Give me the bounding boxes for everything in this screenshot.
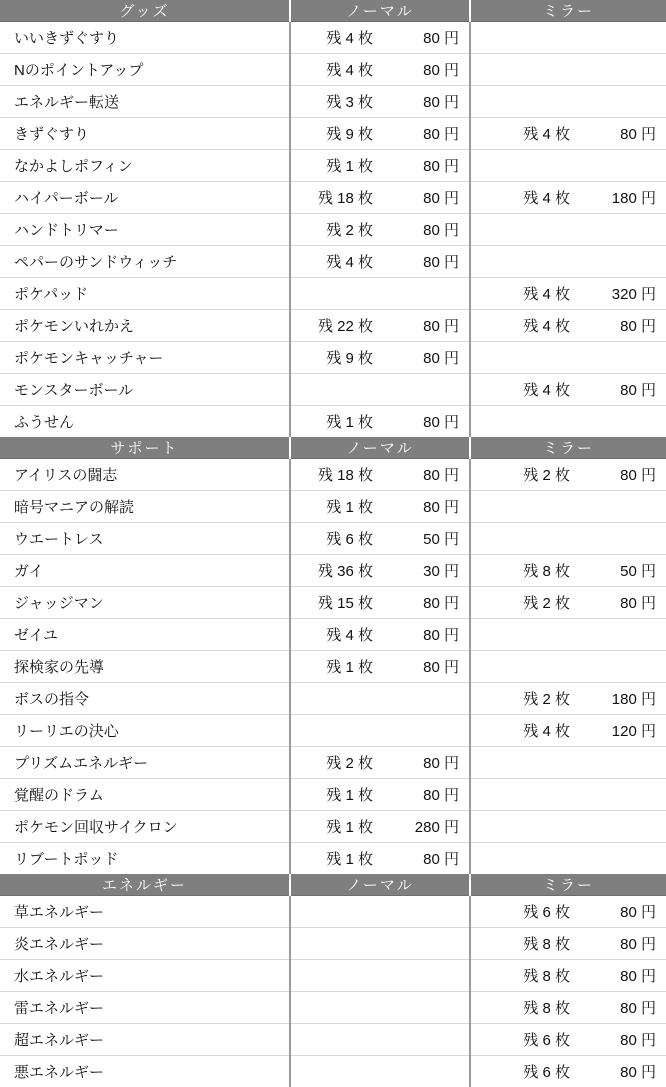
normal-stock-cell: [290, 843, 470, 875]
mirror-stock-cell: [470, 587, 666, 619]
normal-price: 80 円: [373, 123, 459, 144]
table-row: [0, 555, 666, 587]
card-name: ポケモンいれかえ: [0, 310, 290, 342]
mirror-stock-cell: [470, 992, 666, 1024]
normal-stock-cell: [290, 118, 470, 150]
mirror-quantity: 残 6 枚: [523, 901, 570, 922]
table-row: [0, 246, 666, 278]
normal-stock-cell: [290, 811, 470, 843]
normal-price: 80 円: [373, 411, 459, 432]
normal-stock-cell: [290, 747, 470, 779]
section-mirror-header: ミラー: [470, 0, 666, 22]
card-name: 超エネルギー: [0, 1024, 290, 1056]
normal-quantity: 残 1 枚: [326, 848, 373, 869]
mirror-stock-cell: [470, 459, 666, 491]
mirror-stock-cell: [470, 1024, 666, 1056]
normal-stock-cell: [290, 54, 470, 86]
normal-quantity: 残 1 枚: [326, 784, 373, 805]
section-header-row: [0, 437, 666, 459]
table-row: [0, 523, 666, 555]
card-name: エネルギー転送: [0, 86, 290, 118]
mirror-quantity: 残 6 枚: [523, 1029, 570, 1050]
normal-stock-cell: [290, 374, 470, 406]
normal-stock-cell: [290, 555, 470, 587]
normal-stock-cell: [290, 1056, 470, 1087]
mirror-stock-cell: [470, 715, 666, 747]
table-row: [0, 619, 666, 651]
normal-price: 80 円: [373, 347, 459, 368]
card-name: ゼイユ: [0, 619, 290, 651]
table-row: [0, 22, 666, 54]
normal-price: 80 円: [373, 59, 459, 80]
card-name: ウエートレス: [0, 523, 290, 555]
mirror-price: 320 円: [570, 283, 656, 304]
normal-price: 80 円: [373, 784, 459, 805]
mirror-stock-cell: [470, 150, 666, 182]
card-name: ボスの指令: [0, 683, 290, 715]
mirror-stock-cell: [470, 843, 666, 875]
card-name: リブートポッド: [0, 843, 290, 875]
normal-stock-cell: [290, 491, 470, 523]
normal-price: 280 円: [373, 816, 459, 837]
normal-price: 80 円: [373, 624, 459, 645]
normal-price: 80 円: [373, 592, 459, 613]
mirror-stock-cell: [470, 86, 666, 118]
normal-price: 80 円: [373, 91, 459, 112]
normal-stock-cell: [290, 214, 470, 246]
normal-quantity: 残 9 枚: [326, 347, 373, 368]
normal-stock-cell: [290, 523, 470, 555]
table-row: [0, 960, 666, 992]
section-normal-header: ノーマル: [290, 874, 470, 896]
mirror-price: 80 円: [570, 315, 656, 336]
table-row: [0, 896, 666, 928]
normal-price: 80 円: [373, 155, 459, 176]
mirror-stock-cell: [470, 246, 666, 278]
card-name: きずぐすり: [0, 118, 290, 150]
normal-quantity: 残 4 枚: [326, 59, 373, 80]
normal-stock-cell: [290, 342, 470, 374]
normal-quantity: 残 36 枚: [318, 560, 373, 581]
normal-stock-cell: [290, 715, 470, 747]
table-row: [0, 715, 666, 747]
card-name: なかよしポフィン: [0, 150, 290, 182]
mirror-price: 80 円: [570, 901, 656, 922]
mirror-stock-cell: [470, 342, 666, 374]
section-title: グッズ: [0, 0, 290, 22]
normal-price: 50 円: [373, 528, 459, 549]
card-name: ふうせん: [0, 406, 290, 438]
normal-stock-cell: [290, 406, 470, 438]
section-title: サポート: [0, 437, 290, 459]
card-name: 炎エネルギー: [0, 928, 290, 960]
card-name: ポケパッド: [0, 278, 290, 310]
mirror-quantity: 残 4 枚: [523, 283, 570, 304]
mirror-quantity: 残 4 枚: [523, 315, 570, 336]
section-mirror-header: ミラー: [470, 874, 666, 896]
card-name: 探検家の先導: [0, 651, 290, 683]
card-name: アイリスの闘志: [0, 459, 290, 491]
table-row: [0, 118, 666, 150]
mirror-quantity: 残 6 枚: [523, 1061, 570, 1082]
normal-stock-cell: [290, 928, 470, 960]
mirror-price: 80 円: [570, 123, 656, 144]
normal-quantity: 残 1 枚: [326, 816, 373, 837]
table-row: [0, 651, 666, 683]
table-row: [0, 86, 666, 118]
normal-stock-cell: [290, 278, 470, 310]
card-name: 覚醒のドラム: [0, 779, 290, 811]
normal-quantity: 残 1 枚: [326, 411, 373, 432]
card-name: プリズムエネルギー: [0, 747, 290, 779]
mirror-quantity: 残 4 枚: [523, 187, 570, 208]
normal-stock-cell: [290, 459, 470, 491]
table-row: [0, 811, 666, 843]
normal-stock-cell: [290, 182, 470, 214]
mirror-quantity: 残 8 枚: [523, 560, 570, 581]
table-row: [0, 214, 666, 246]
mirror-stock-cell: [470, 278, 666, 310]
card-name: Nのポイントアップ: [0, 54, 290, 86]
table-row: [0, 459, 666, 491]
card-name: 草エネルギー: [0, 896, 290, 928]
mirror-price: 50 円: [570, 560, 656, 581]
card-name: 悪エネルギー: [0, 1056, 290, 1087]
table-row: [0, 928, 666, 960]
section-normal-header: ノーマル: [290, 0, 470, 22]
card-name: 雷エネルギー: [0, 992, 290, 1024]
mirror-stock-cell: [470, 811, 666, 843]
normal-stock-cell: [290, 779, 470, 811]
normal-quantity: 残 9 枚: [326, 123, 373, 144]
card-name: モンスターボール: [0, 374, 290, 406]
table-row: [0, 1056, 666, 1087]
mirror-price: 120 円: [570, 720, 656, 741]
mirror-stock-cell: [470, 310, 666, 342]
mirror-price: 80 円: [570, 1029, 656, 1050]
table-row: [0, 310, 666, 342]
normal-stock-cell: [290, 310, 470, 342]
normal-stock-cell: [290, 22, 470, 54]
mirror-stock-cell: [470, 960, 666, 992]
card-name: 水エネルギー: [0, 960, 290, 992]
normal-quantity: 残 2 枚: [326, 219, 373, 240]
mirror-stock-cell: [470, 54, 666, 86]
mirror-quantity: 残 2 枚: [523, 592, 570, 613]
section-header-row: [0, 874, 666, 896]
normal-stock-cell: [290, 587, 470, 619]
normal-stock-cell: [290, 150, 470, 182]
normal-stock-cell: [290, 86, 470, 118]
table-row: [0, 843, 666, 875]
card-name: ポケモンキャッチャー: [0, 342, 290, 374]
table-row: [0, 992, 666, 1024]
mirror-price: 80 円: [570, 965, 656, 986]
table-row: [0, 54, 666, 86]
table-row: [0, 150, 666, 182]
normal-price: 80 円: [373, 251, 459, 272]
mirror-stock-cell: [470, 747, 666, 779]
table-row: [0, 747, 666, 779]
mirror-stock-cell: [470, 896, 666, 928]
mirror-stock-cell: [470, 683, 666, 715]
mirror-price: 80 円: [570, 933, 656, 954]
normal-price: 80 円: [373, 187, 459, 208]
mirror-stock-cell: [470, 523, 666, 555]
card-name: ジャッジマン: [0, 587, 290, 619]
normal-stock-cell: [290, 619, 470, 651]
normal-price: 80 円: [373, 219, 459, 240]
normal-stock-cell: [290, 683, 470, 715]
normal-quantity: 残 18 枚: [318, 464, 373, 485]
mirror-price: 80 円: [570, 997, 656, 1018]
mirror-quantity: 残 8 枚: [523, 997, 570, 1018]
normal-quantity: 残 4 枚: [326, 251, 373, 272]
mirror-quantity: 残 2 枚: [523, 688, 570, 709]
mirror-quantity: 残 2 枚: [523, 464, 570, 485]
mirror-stock-cell: [470, 619, 666, 651]
mirror-quantity: 残 4 枚: [523, 123, 570, 144]
mirror-stock-cell: [470, 1056, 666, 1087]
section-normal-header: ノーマル: [290, 437, 470, 459]
card-name: 暗号マニアの解読: [0, 491, 290, 523]
normal-quantity: 残 18 枚: [318, 187, 373, 208]
normal-stock-cell: [290, 992, 470, 1024]
card-name: ハンドトリマー: [0, 214, 290, 246]
table-row: [0, 587, 666, 619]
normal-stock-cell: [290, 960, 470, 992]
table-row: [0, 779, 666, 811]
normal-quantity: 残 1 枚: [326, 656, 373, 677]
mirror-stock-cell: [470, 214, 666, 246]
mirror-stock-cell: [470, 374, 666, 406]
mirror-stock-cell: [470, 182, 666, 214]
mirror-stock-cell: [470, 779, 666, 811]
mirror-price: 80 円: [570, 464, 656, 485]
mirror-quantity: 残 4 枚: [523, 720, 570, 741]
section-title: エネルギー: [0, 874, 290, 896]
normal-stock-cell: [290, 896, 470, 928]
normal-quantity: 残 4 枚: [326, 624, 373, 645]
table-row: [0, 278, 666, 310]
normal-quantity: 残 15 枚: [318, 592, 373, 613]
normal-quantity: 残 1 枚: [326, 155, 373, 176]
table-row: [0, 406, 666, 438]
mirror-price: 180 円: [570, 187, 656, 208]
normal-quantity: 残 22 枚: [318, 315, 373, 336]
card-name: リーリエの決心: [0, 715, 290, 747]
mirror-quantity: 残 8 枚: [523, 933, 570, 954]
normal-stock-cell: [290, 651, 470, 683]
normal-price: 80 円: [373, 656, 459, 677]
normal-price: 80 円: [373, 27, 459, 48]
mirror-stock-cell: [470, 555, 666, 587]
mirror-quantity: 残 8 枚: [523, 965, 570, 986]
normal-quantity: 残 3 枚: [326, 91, 373, 112]
mirror-price: 80 円: [570, 1061, 656, 1082]
mirror-quantity: 残 4 枚: [523, 379, 570, 400]
card-name: ハイパーボール: [0, 182, 290, 214]
normal-stock-cell: [290, 1024, 470, 1056]
table-row: [0, 374, 666, 406]
normal-quantity: 残 4 枚: [326, 27, 373, 48]
normal-price: 30 円: [373, 560, 459, 581]
card-name: ガイ: [0, 555, 290, 587]
table-row: [0, 342, 666, 374]
normal-price: 80 円: [373, 496, 459, 517]
section-header-row: [0, 0, 666, 22]
table-row: [0, 491, 666, 523]
mirror-stock-cell: [470, 118, 666, 150]
table-row: [0, 1024, 666, 1056]
mirror-stock-cell: [470, 651, 666, 683]
normal-quantity: 残 1 枚: [326, 496, 373, 517]
card-name: ペパーのサンドウィッチ: [0, 246, 290, 278]
mirror-stock-cell: [470, 406, 666, 438]
table-row: [0, 182, 666, 214]
card-name: ポケモン回収サイクロン: [0, 811, 290, 843]
mirror-price: 180 円: [570, 688, 656, 709]
mirror-stock-cell: [470, 928, 666, 960]
mirror-stock-cell: [470, 491, 666, 523]
mirror-stock-cell: [470, 22, 666, 54]
normal-stock-cell: [290, 246, 470, 278]
normal-price: 80 円: [373, 315, 459, 336]
normal-quantity: 残 6 枚: [326, 528, 373, 549]
normal-price: 80 円: [373, 464, 459, 485]
normal-price: 80 円: [373, 848, 459, 869]
normal-price: 80 円: [373, 752, 459, 773]
mirror-price: 80 円: [570, 592, 656, 613]
mirror-price: 80 円: [570, 379, 656, 400]
normal-quantity: 残 2 枚: [326, 752, 373, 773]
section-mirror-header: ミラー: [470, 437, 666, 459]
table-row: [0, 683, 666, 715]
card-name: いいきずぐすり: [0, 22, 290, 54]
